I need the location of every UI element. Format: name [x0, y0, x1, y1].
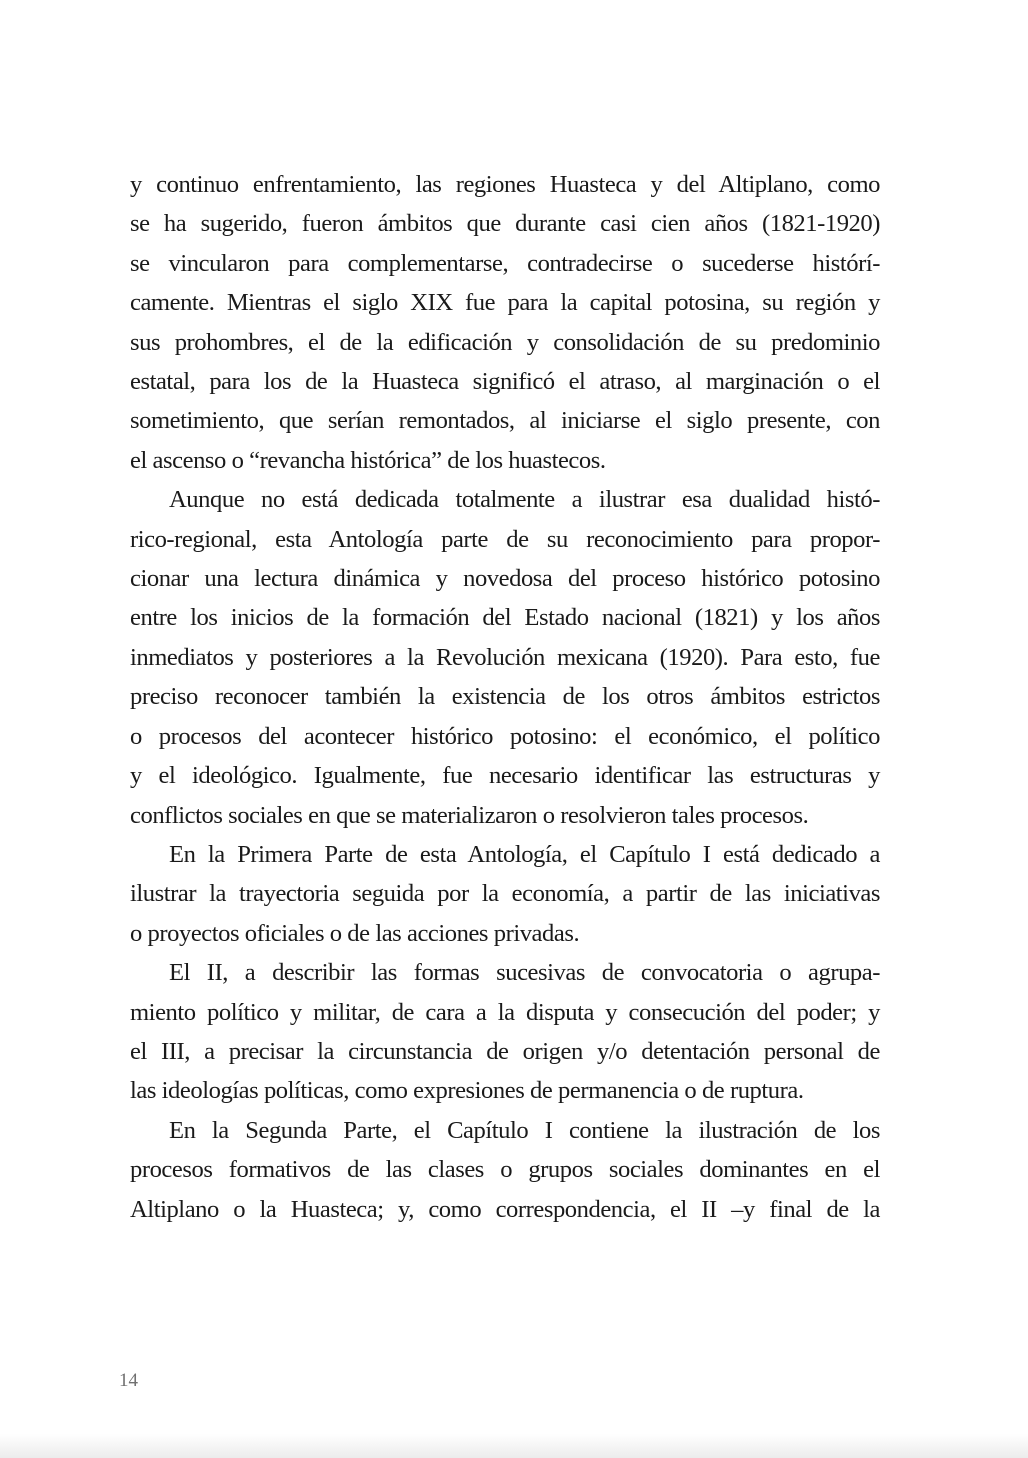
text-line: y continuo enfrentamiento, las regiones Huasteca y del Altiplano, como — [130, 171, 880, 198]
paragraph-4 — [130, 953, 880, 1111]
paragraph-1 — [130, 165, 880, 480]
text-line: se ha sugerido, fueron ámbitos que durante casi cien años (1821-1920) — [130, 210, 880, 238]
text-line: o proyectos oficiales o de las acciones privadas. — [130, 919, 580, 947]
text-line: En la Primera Parte de esta Antología, el Capítulo I está dedicado a — [169, 840, 880, 868]
text-line: y el ideológico. Igualmente, fue necesario identificar las estructuras y — [130, 762, 880, 790]
paragraph-2 — [130, 480, 880, 835]
text-line: las ideologías políticas, como expresiones de permanencia o de ruptura. — [130, 1077, 804, 1105]
text-line: estatal, para los de la Huasteca significó el atraso, al marginación o el — [130, 368, 880, 396]
body-text — [130, 165, 880, 1229]
text-line: El II, a describir las formas sucesivas de convocatoria o agrupa- — [169, 959, 880, 987]
text-line: rico-regional, esta Antología parte de su reconocimiento para propor- — [130, 525, 880, 553]
text-line: Aunque no está dedicada totalmente a ilustrar esa dualidad histó- — [169, 486, 880, 514]
text-line: o procesos del acontecer histórico potosino: el económico, el político — [130, 722, 880, 750]
text-line: conflictos sociales en que se materializaron o resolvieron tales procesos. — [130, 801, 809, 829]
text-line: camente. Mientras el siglo XIX fue para la capital potosina, su región y — [130, 289, 880, 317]
text-line: sometimiento, que serían remontados, al iniciarse el siglo presente, con — [130, 407, 880, 435]
text-line: se vincularon para complementarse, contradecirse o sucederse histórí- — [130, 249, 880, 277]
text-line: entre los inicios de la formación del Estado nacional (1821) y los años — [130, 604, 880, 632]
text-line: procesos formativos de las clases o grupos sociales dominantes en el — [130, 1156, 880, 1184]
text-line: preciso reconocer también la existencia de los otros ámbitos estrictos — [130, 683, 880, 711]
text-line: sus prohombres, el de la edificación y consolidación de su predominio — [130, 328, 880, 356]
text-line: el ascenso o “revancha histórica” de los huastecos. — [130, 446, 606, 474]
text-line: inmediatos y posteriores a la Revolución mexicana (1920). Para esto, fue — [130, 643, 880, 671]
text-line: Altiplano o la Huasteca; y, como correspondencia, el II –y final de la — [130, 1195, 880, 1223]
paragraph-5 — [130, 1111, 880, 1229]
text-line: miento político y militar, de cara a la disputa y consecución del poder; y — [130, 998, 880, 1026]
text-line: el III, a precisar la circunstancia de origen y/o detentación personal de — [130, 1037, 880, 1065]
text-line: ilustrar la trayectoria seguida por la economía, a partir de las iniciativas — [130, 880, 880, 908]
text-line: cionar una lectura dinámica y novedosa del proceso histórico potosino — [130, 565, 880, 593]
page-edge-shadow — [0, 1434, 1028, 1458]
page-number: 14 — [119, 1370, 138, 1391]
text-line: En la Segunda Parte, el Capítulo I contiene la ilustración de los — [169, 1116, 880, 1144]
paragraph-3 — [130, 835, 880, 953]
